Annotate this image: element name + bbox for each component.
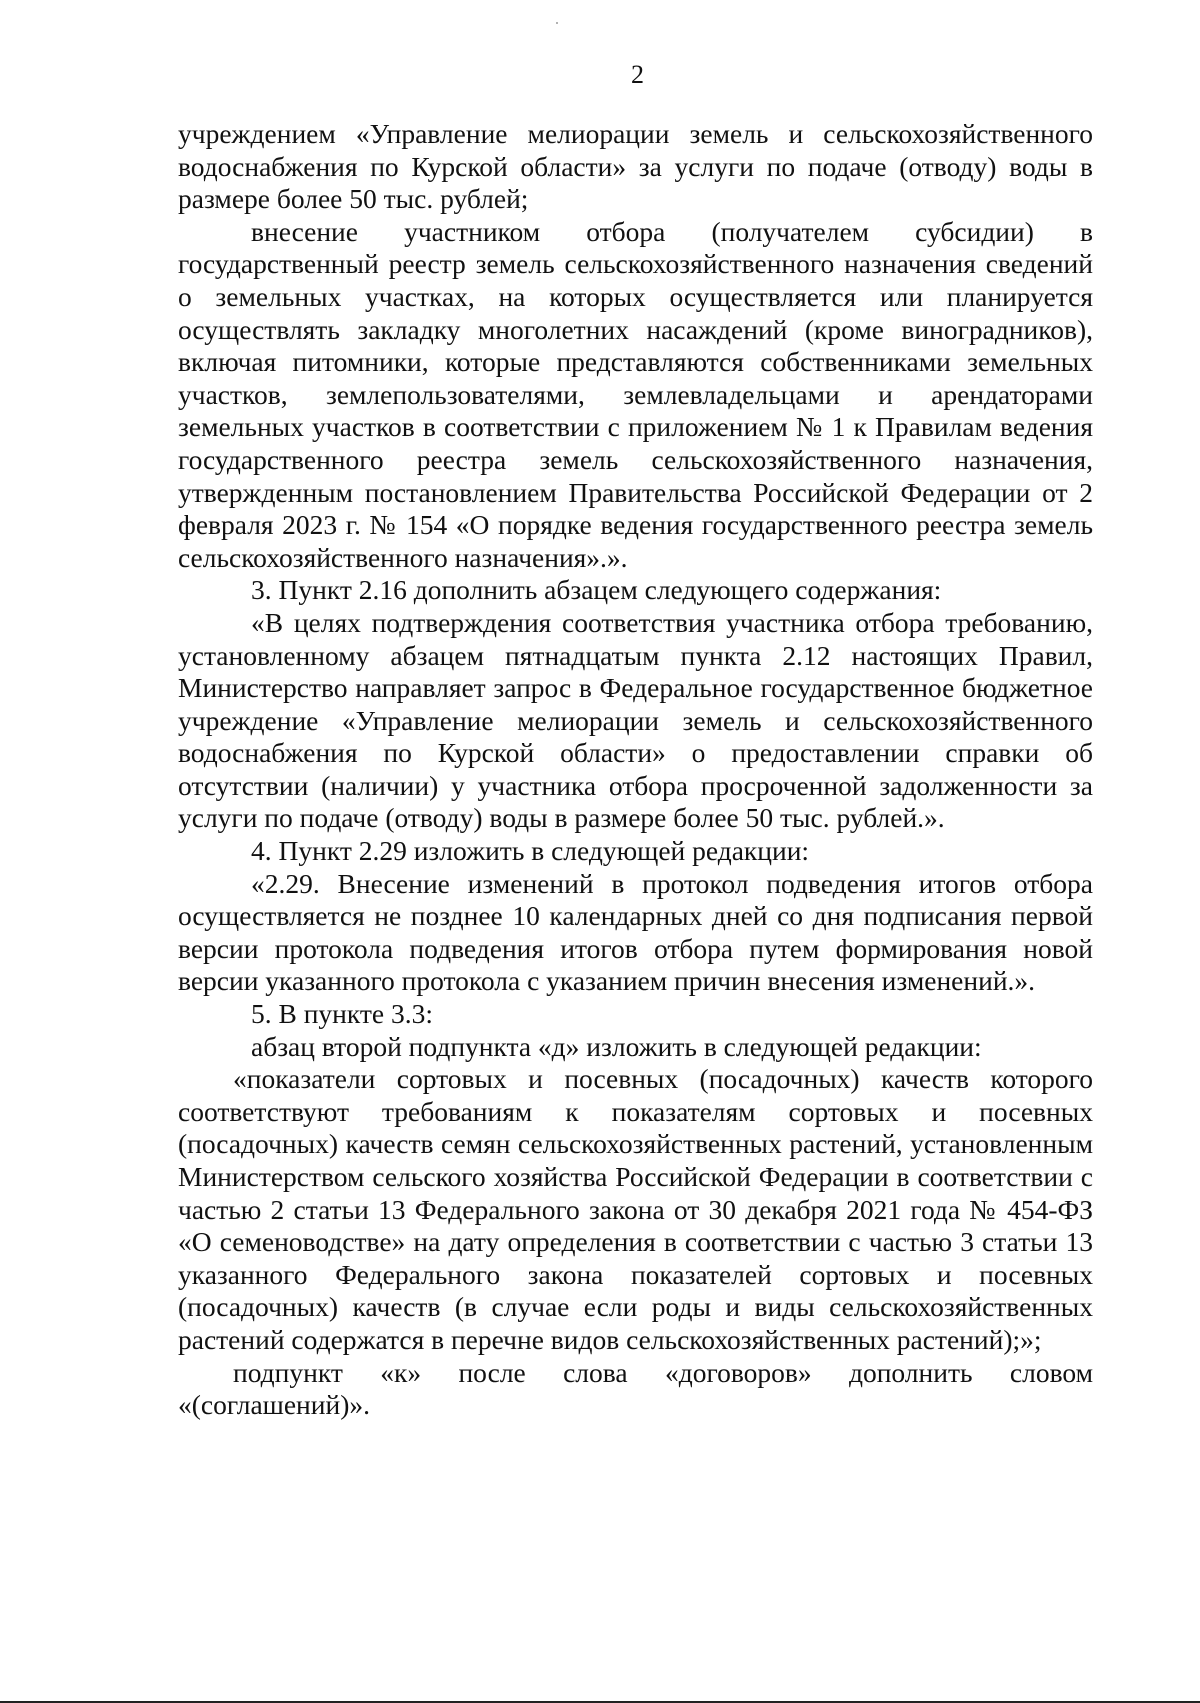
paragraph-item-2-16: 3. Пункт 2.16 дополнить абзацем следующего содержания: xyxy=(251,574,942,606)
paragraph-item-2-29-text: «2.29. Внесение изменений в протокол подведения итогов отбора осуществляется не позднее 10 календарных дней со дня подписания первой версии протокола подведения итогов отбора путем формирования новой версии указанного протокола с указанием причин внесения изменений.». xyxy=(178,867,1093,997)
document-body xyxy=(178,118,1093,1422)
paragraph-subitem-d: абзац второй подпункта «д» изложить в следующей редакции: xyxy=(251,1030,982,1062)
paragraph-reclamation-debt: учреждением «Управление мелиорации земель и сельскохозяйственного водоснабжения по Курской области» за услуги по подаче (отводу) воды в размере более 50 тыс. рублей; xyxy=(178,118,1093,215)
paragraph-land-registry: внесение участником отбора (получателем субсидии) в государственный реестр земель сельскохозяйственного назначения сведений о земельных участках, на которых осуществляется или планируется осуществлять закладку многолетних насаждений (кроме виноградников), включая питомники, которые представляются собственниками земельных участков, землепользователями, землевладельцами и арендаторами земельных участков в соответствии с приложением № 1 к Правилам ведения государственного реестра земель сельскохозяйственного назначения, утвержденным постановлением Правительства Российской Федерации от 2 февраля 2023 г. № 154 «О порядке ведения государственного реестра земель сельскохозяйственного назначения».». xyxy=(178,215,1093,573)
paragraph-subitem-k: подпункт «к» после слова «договоров» дополнить словом «(соглашений)». xyxy=(178,1356,1093,1421)
scan-speck xyxy=(556,22,558,24)
paragraph-subitem-d-text: «показатели сортовых и посевных (посадочных) качеств которого соответствуют требованиям к показателям сортовых и посевных (посадочных) качеств семян сельскохозяйственных растений, установленным Министерством сельского хозяйства Российской Федерации в соответствии с частью 2 статьи 13 Федерального закона от 30 декабря 2021 года № 454-ФЗ «О семеноводстве» на дату определения в соответствии с частью 3 статьи 13 указанного Федерального закона показателей сортовых и посевных (посадочных) качеств (в случае если роды и виды сельскохозяйственных растений содержатся в перечне видов сельскохозяйственных растений);»; xyxy=(178,1063,1093,1355)
paragraph-item-2-16-text: «В целях подтверждения соответствия участника отбора требованию, установленному абзацем пятнадцатым пункта 2.12 настоящих Правил, Министерство направляет запрос в Федеральное государственное бюджетное учреждение «Управление мелиорации земель и сельскохозяйственного водоснабжения по Курской области» о предоставлении справки об отсутствии (наличии) у участника отбора просроченной задолженности за услуги по подаче (отводу) воды в размере более 50 тыс. рублей.». xyxy=(178,606,1093,834)
page-number: 2 xyxy=(631,60,644,89)
paragraph-item-3-3: 5. В пункте 3.3: xyxy=(251,998,434,1030)
paragraph-item-2-29: 4. Пункт 2.29 изложить в следующей редакции: xyxy=(251,835,810,867)
